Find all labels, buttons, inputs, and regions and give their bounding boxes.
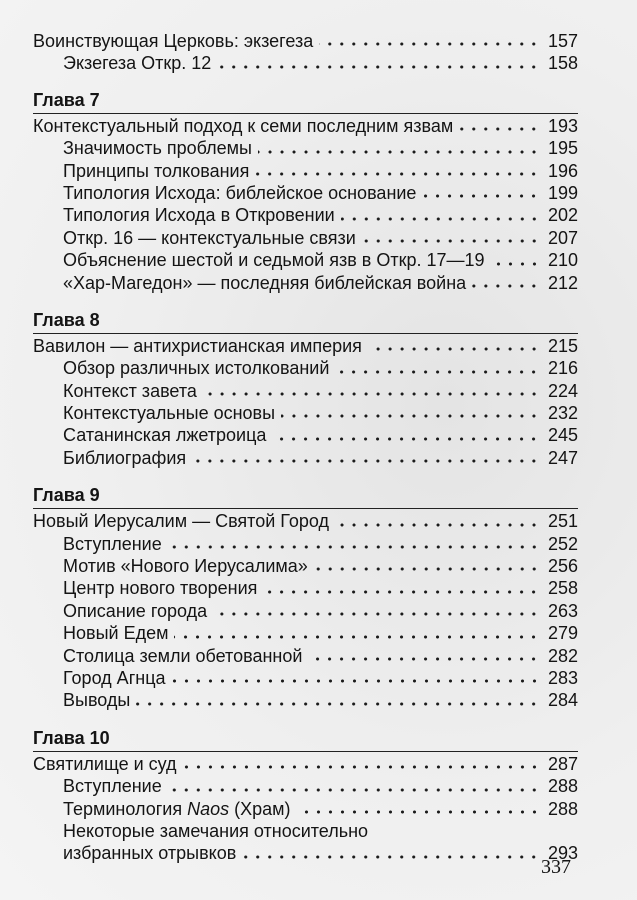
toc-entry[interactable] [33, 272, 578, 294]
toc-entry[interactable] [33, 667, 578, 689]
toc-entry-page: 263 [547, 600, 578, 621]
toc-entry-page: 258 [547, 578, 578, 599]
toc-entry-title: Контекстуальные основы [63, 403, 276, 424]
toc-entry-title: Вступление [63, 533, 162, 554]
toc-entry-page: 251 [547, 511, 578, 532]
toc-entry[interactable] [33, 249, 578, 271]
toc-entry-page: 158 [547, 53, 578, 74]
toc-entry[interactable] [33, 600, 578, 622]
leader-dots [297, 801, 540, 815]
leader-dots [472, 275, 540, 289]
toc-entry-title: Вступление [63, 776, 162, 797]
toc-entry-title: Центр нового творения [63, 578, 258, 599]
toc-entry-page: 224 [547, 380, 578, 401]
toc-entry[interactable] [33, 447, 578, 469]
toc-entry[interactable] [33, 510, 578, 532]
toc-entry-title-line1[interactable]: Некоторые замечания относительно [63, 820, 369, 841]
toc-entry[interactable] [33, 533, 578, 555]
leader-dots [168, 779, 540, 793]
toc-entry-page: 210 [547, 250, 578, 271]
toc-entry-title: Сатанинская лжетроица [63, 425, 267, 446]
toc-entry-page: 252 [547, 533, 578, 554]
toc-entry[interactable] [33, 798, 578, 820]
toc-entry-page: 193 [547, 115, 578, 136]
leader-dots [368, 338, 540, 352]
toc-entry-page: 157 [547, 30, 578, 51]
leader-dots [362, 230, 540, 244]
toc-entry-page: 279 [547, 623, 578, 644]
toc-entry-title: Святилище и суд [33, 753, 177, 774]
toc-entry-title: Объяснение шестой и седьмой язв в Откр. 17—19 [63, 250, 485, 271]
toc-entry[interactable] [33, 137, 578, 159]
toc-entry-title: Откр. 16 — контекстуальные связи [63, 227, 356, 248]
toc-entry-page: 216 [547, 358, 578, 379]
chapter-heading: Глава 8 [33, 309, 578, 334]
toc-entry-title: Вавилон — антихристианская империя [33, 335, 362, 356]
toc-entry[interactable] [33, 160, 578, 182]
leader-dots [258, 141, 540, 155]
leader-dots [491, 253, 540, 267]
toc-entry-title: Типология Исхода: библейское основание [63, 182, 417, 203]
leader-dots [213, 603, 540, 617]
leader-dots [308, 648, 540, 662]
toc-entry[interactable] [33, 753, 578, 775]
leader-dots [217, 56, 540, 70]
toc-entry-page: 283 [547, 667, 578, 688]
toc-entry-page: 232 [547, 403, 578, 424]
toc-entry[interactable] [33, 775, 578, 797]
toc-entry-title-line2: избранных отрывков [63, 843, 237, 864]
toc-entry[interactable] [33, 52, 578, 74]
toc-entry-title: Выводы [63, 690, 131, 711]
leader-dots [168, 536, 540, 550]
toc-entry-page: 202 [547, 205, 578, 226]
toc-entry-page: 282 [547, 645, 578, 666]
toc-entry[interactable] [33, 115, 578, 137]
leader-dots [341, 208, 540, 222]
toc-entry-title: Новый Едем [63, 623, 169, 644]
table-of-contents [33, 30, 578, 865]
toc-entry[interactable] [33, 689, 578, 711]
toc-entry[interactable] [33, 577, 578, 599]
toc-entry[interactable] [33, 227, 578, 249]
toc-entry-title [63, 798, 291, 820]
toc-entry-title: Описание города [63, 600, 208, 621]
chapter-heading: Глава 7 [33, 89, 578, 114]
toc-entry-page: 195 [547, 138, 578, 159]
chapter-heading: Глава 10 [33, 727, 578, 752]
leader-dots [183, 756, 540, 770]
toc-entry-title: Воинствующая Церковь: экзегеза [33, 30, 314, 51]
toc-entry-page: 287 [547, 753, 578, 774]
toc-entry-page: 245 [547, 425, 578, 446]
toc-entry[interactable] [33, 335, 578, 357]
toc-title-part: Терминология [63, 798, 188, 819]
leader-dots [314, 558, 540, 572]
toc-entry-page: 256 [547, 556, 578, 577]
toc-entry-title: Значимость проблемы [63, 138, 252, 159]
toc-entry-title: Столица земли обетованной [63, 645, 303, 666]
leader-dots [272, 428, 540, 442]
leader-dots [281, 405, 540, 419]
toc-title-part: (Храм) [229, 798, 291, 819]
toc-entry-title: Контекст завета [63, 380, 197, 401]
toc-entry[interactable] [33, 424, 578, 446]
chapter-heading: Глава 9 [33, 484, 578, 509]
toc-entry-title: «Хар-Магедон» — последняя библейская война [63, 272, 467, 293]
leader-dots [422, 185, 540, 199]
toc-entry[interactable] [33, 380, 578, 402]
toc-entry-title: Библиография [63, 447, 187, 468]
toc-entry-title: Контекстуальный подход к семи последним язвам [33, 115, 454, 136]
leader-dots [255, 163, 540, 177]
toc-entry[interactable] [33, 357, 578, 379]
toc-entry[interactable] [33, 30, 578, 52]
toc-entry[interactable] [33, 204, 578, 226]
toc-entry-page: 207 [547, 227, 578, 248]
toc-entry-title: Новый Иерусалим — Святой Город [33, 511, 329, 532]
toc-entry[interactable] [33, 645, 578, 667]
toc-entry-page: 247 [547, 447, 578, 468]
leader-dots [459, 118, 540, 132]
toc-entry-page: 284 [547, 690, 578, 711]
toc-title-italic: Naos [187, 798, 230, 819]
toc-entry-title: Обзор различных истолкований [63, 358, 330, 379]
leader-dots [319, 33, 540, 47]
leader-dots [335, 361, 540, 375]
toc-entry[interactable] [33, 182, 578, 204]
leader-dots [242, 846, 540, 860]
toc-entry[interactable] [33, 402, 578, 424]
toc-entry-page: 288 [547, 798, 578, 819]
leader-dots [172, 670, 540, 684]
toc-entry-title: Мотив «Нового Иерусалима» [63, 556, 308, 577]
toc-entry[interactable] [33, 622, 578, 644]
leader-dots [174, 626, 540, 640]
toc-entry-page: 196 [547, 160, 578, 181]
toc-entry-page: 288 [547, 776, 578, 797]
toc-entry-title: Типология Исхода в Откровении [63, 205, 335, 226]
leader-dots [203, 383, 540, 397]
toc-entry[interactable] [33, 842, 578, 864]
leader-dots [335, 514, 540, 528]
toc-entry[interactable] [33, 555, 578, 577]
toc-entry-title: Экзегеза Откр. 12 [63, 53, 212, 74]
toc-entry-page: 293 [547, 843, 578, 864]
leader-dots [136, 693, 540, 707]
toc-entry-page: 212 [547, 272, 578, 293]
toc-entry-title: Город Агнца [63, 667, 166, 688]
page-number: 337 [541, 856, 571, 878]
toc-entry-title: Принципы толкования [63, 160, 250, 181]
leader-dots [192, 450, 540, 464]
toc-entry-page: 215 [547, 335, 578, 356]
toc-entry-page: 199 [547, 182, 578, 203]
leader-dots [263, 581, 540, 595]
